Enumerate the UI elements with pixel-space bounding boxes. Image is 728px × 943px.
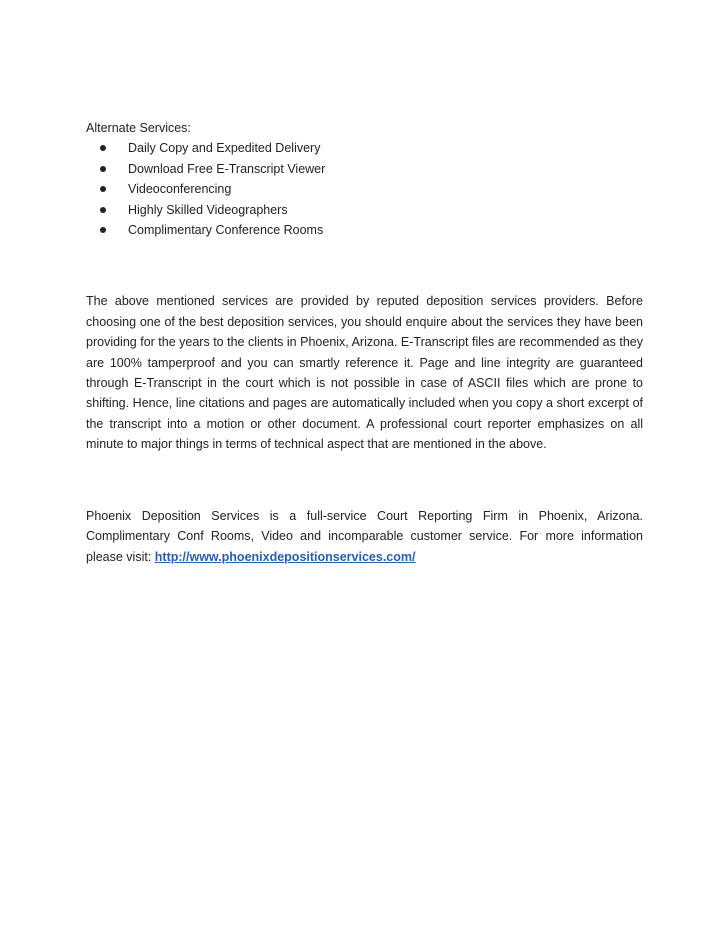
bullet-icon bbox=[100, 145, 106, 151]
services-paragraph: The above mentioned services are provided by reputed deposition services providers. Before choosing one of the best deposition services, you should enquire about the services they have been providing for the years to the clients in Phoenix, Arizona. E-Transcript files are recommended as they are 100% tamperproof and you can smartly reference it. Page and line integrity are guaranteed through E-Transcript in the court which is not possible in case of ASCII files which are prone to shifting. Hence, line citations and pages are automatically included when you copy a short excerpt of the transcript into a motion or other document. A professional court reporter emphasizes on all minute to major things in terms of technical aspect that are mentioned in the above. bbox=[86, 294, 643, 452]
list-item bbox=[128, 179, 643, 199]
firm-paragraph-text: Phoenix Deposition Services is a full-service Court Reporting Firm in Phoenix, Arizona. Complimentary Conf Rooms, Video and incomparable customer service. For more information please visit: bbox=[86, 508, 643, 564]
firm-paragraph bbox=[86, 506, 643, 567]
list-item-label: Daily Copy and Expedited Delivery bbox=[128, 141, 321, 156]
website-link[interactable]: http://www.phoenixdepositionservices.com/ bbox=[154, 549, 416, 564]
list-item-label: Download Free E-Transcript Viewer bbox=[128, 161, 326, 176]
list-item bbox=[128, 159, 643, 179]
alternate-services-heading: Alternate Services: bbox=[86, 121, 191, 135]
list-item bbox=[128, 200, 643, 220]
list-item-label: Complimentary Conference Rooms bbox=[128, 223, 324, 238]
bullet-icon bbox=[100, 186, 106, 192]
bullet-icon bbox=[100, 207, 106, 213]
bullet-icon bbox=[100, 227, 106, 233]
bullet-icon bbox=[100, 166, 106, 172]
list-item-label: Highly Skilled Videographers bbox=[128, 202, 288, 217]
list-item bbox=[128, 138, 643, 158]
document-body bbox=[86, 118, 643, 567]
alternate-services-list bbox=[86, 138, 643, 240]
list-item bbox=[128, 220, 643, 240]
list-item-label: Videoconferencing bbox=[128, 182, 232, 197]
